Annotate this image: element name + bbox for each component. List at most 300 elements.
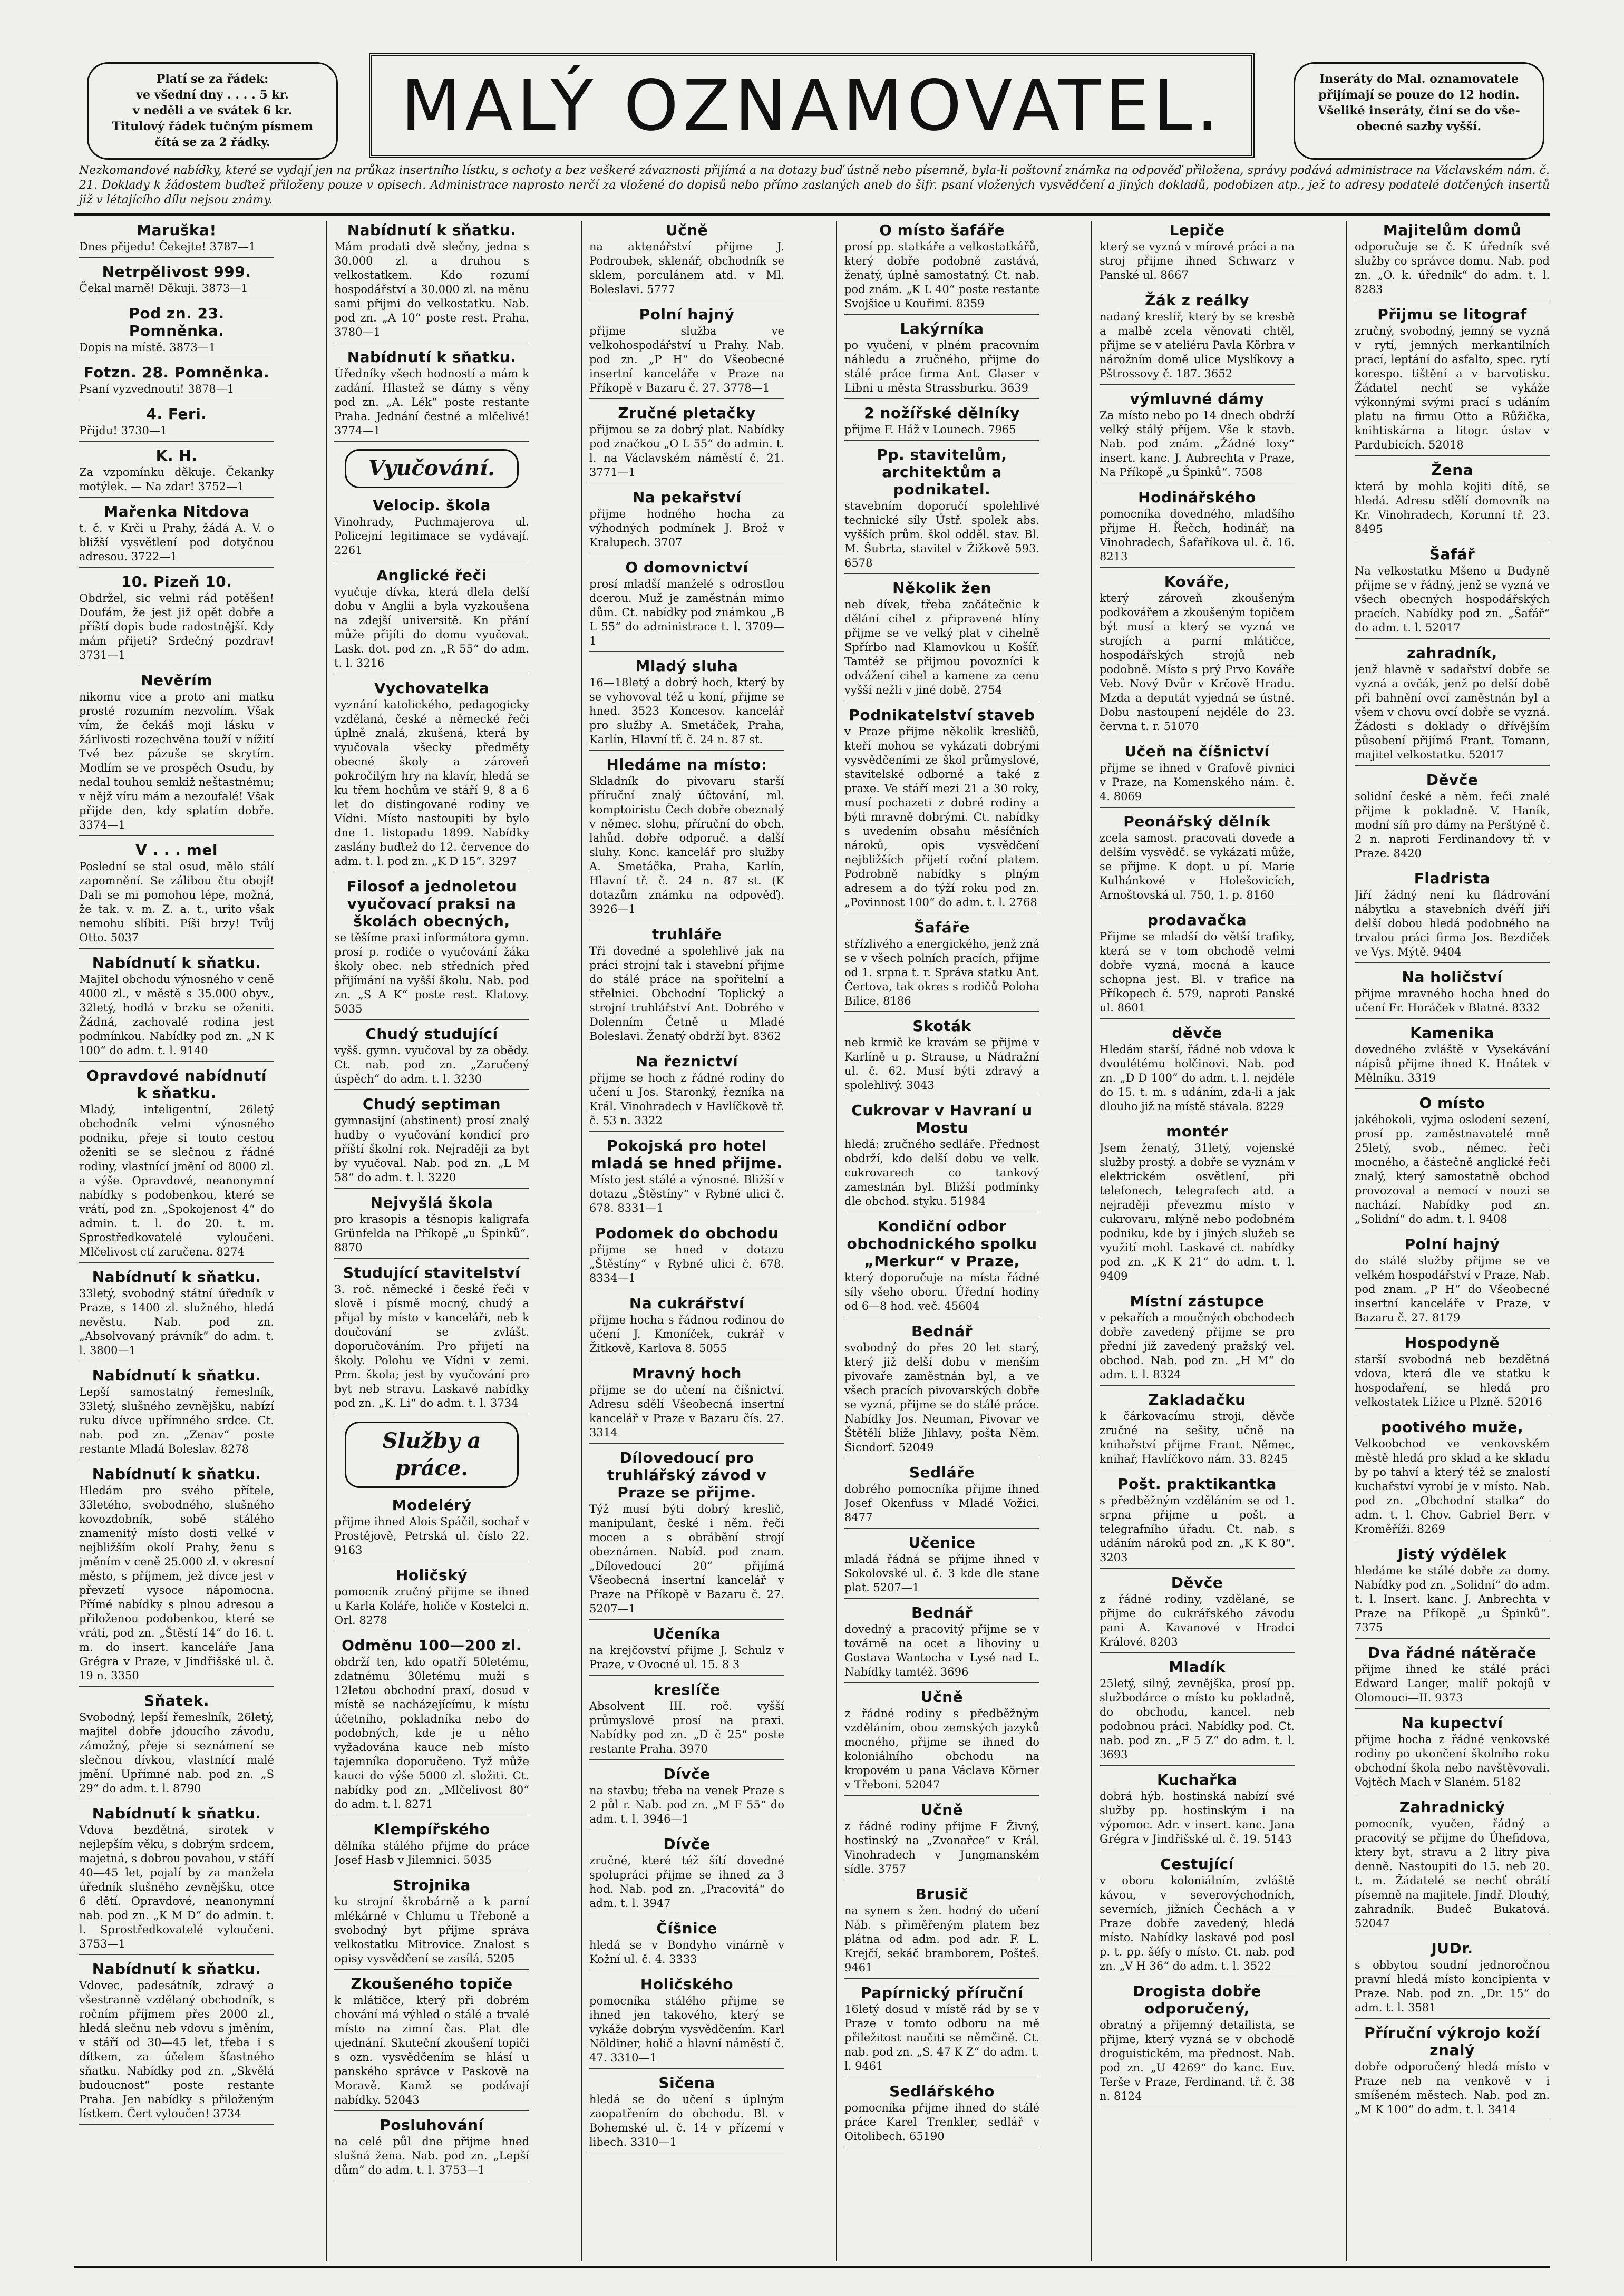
classified-ad (79, 1960, 274, 2125)
ad-text: do stálé služby přijme se ve velkém hospodářství v Praze. Nab. pod znam. „P H“ do Všeobecné insertní kanceláře v Praze, v Bazaru č. 27. 8179 (1355, 1254, 1550, 1324)
ad-heading: Lakýrníka (900, 320, 984, 337)
ad-text: Svobodný, lepší řemeslník, 26letý, majitel dobře jdoucího závodu, zámožný, přeje si seznámení se slečnou dívkou, vlastnící malé jmění. Upřímné nab. pod zn. „S 29“ do adm. t. l. 8790 (79, 1711, 274, 1795)
ad-text: přijme hocha z řádné venkovské rodiny po ukončení školního roku obchodní škola nebo navštěvovali. Vojtěch Mach v Slaném. 5182 (1355, 1733, 1550, 1788)
ad-heading: Mladý sluha (635, 657, 738, 675)
classified-ad (589, 1365, 784, 1444)
ad-heading: montér (1166, 1123, 1228, 1140)
classified-ad (334, 1496, 529, 1561)
column-3 (589, 221, 784, 2266)
classified-ad (1100, 489, 1295, 568)
ad-text: se těšíme praxi informátora gymn. prosí p. rodiče o vyučování žáka školy obec. neb středních před přijímání na vyšší školu. Nab. pod zn. „S A K“ poste rest. Klatovy. 5035 (334, 931, 529, 1015)
ad-text: který doporučuje na místa řádné síly všeho oboru. Úřední hodiny od 6—8 hod. več. 45604 (844, 1271, 1039, 1312)
ad-heading: Hodinářského (1138, 489, 1256, 506)
ad-heading: Nabídnutí k sňatku. (347, 221, 517, 239)
classified-ad (1100, 1574, 1295, 1653)
price-line: Titulový řádek tučným písmem (112, 120, 313, 133)
ad-heading: Modelérý (392, 1496, 472, 1514)
ad-heading: pootivého muže, (1380, 1418, 1524, 1436)
ad-text: střízlivého a energického, jenž zná se v všech polních pracích, přijme od 1. srpna t. r. Správa statku Ant. Čertova, tak okres s rodičů Poloha Bilice. 8186 (844, 938, 1039, 1007)
ad-text: po vyučení, v plném pracovním náhledu a zručného, přijme do stálé práce firma Ant. Glaser v Libni u města Strassburku. 3639 (844, 339, 1039, 394)
classified-ad (1355, 968, 1550, 1019)
ad-heading: Kováře, (1164, 573, 1230, 590)
classified-ad (79, 1805, 274, 1955)
ad-heading: Pokojská pro hotel mladá se hned přijme. (591, 1137, 783, 1172)
ad-text: Poslední se stal osud, mělo stálí zapomnění. Se zálibou čtu obojí! Dali se mi pomohou lépe, možná, že tak. v. m. Z. a. t., urito však nemohu slíbiti. Píši brzy! Tvůj Otto. 5037 (79, 860, 274, 944)
ad-text: Hledám pro svého přítele, 33letého, svobodného, slušného kovozdobník, sobě stálého znamenitý místo dosti velké v nejbližším okolí Prahy, ženu s jměním v ceně 25.000 zl. v okresní město, s příjmem, jež dívce jest v převzetí vysoce nápomocna. Přímé nabídky s plnou adresou a přiloženou podobenkou, které se vrátí, pod zn. „Štěstí 14“ do 16. t. m. do insert. kanceláře Jana Grégra v Praze, v Jindřišské ul. č. 19 n. 3350 (79, 1484, 274, 1682)
column-4 (844, 221, 1039, 2266)
classified-ad (79, 672, 274, 836)
classified-ad (589, 2074, 784, 2153)
classified-ad (844, 1801, 1039, 1880)
ad-heading: Nevěrím (141, 672, 212, 689)
ad-text: v oboru koloniálním, zvláště kávou, v severovýchodních, severních, jižních Čechách a v Praze dobře zavedený, hledá místo. Nabídky laskavé pod posl p. t. pp. šéfy o místo. Ct. nab. pod zn. „V H 36“ do adm. t. l. 3522 (1100, 1874, 1295, 1972)
ad-text: pomocník, vyučen, řádný a pracovitý se přijme do Úhefidova, ktery byt, stravu a 2 litry piva denně. Nastoupiti do 15. neb 20. t. m. Žádatelé se nechť obrátí písemně na majitele. Jindř. Dlouhý, zahradník. Budeč Bukatová. 52047 (1355, 1817, 1550, 1930)
classified-ad (1355, 1644, 1550, 1709)
classified-ad (1100, 1982, 1295, 2107)
ad-heading: Nabídnutí k sňatku. (92, 954, 261, 971)
classified-ad (844, 404, 1039, 441)
classified-ad (334, 1194, 529, 1259)
ad-text: Hledám starší, řádné nob vdova k dvoulétému holčinovi. Nab. pod zn. „D D 100“ do adm. t. l. nejdéle do 15. t. m. s udáním, zda-li a jak dlouho již na místě stávala. 8229 (1100, 1043, 1295, 1113)
ad-text: dovedný a pracovitý přijme se v továrně na ocet a lihoviny u Gustava Wantocha v Lysé nad L. Nabídky tamtéž. 3696 (844, 1623, 1039, 1678)
classified-ad (1100, 1123, 1295, 1287)
notice-line: přijímají se pouze do 12 hodin. (1318, 88, 1520, 102)
classified-ad (589, 1976, 784, 2069)
ad-heading: Na holičství (1402, 968, 1503, 986)
ad-heading: Nabídnutí k sňatku. (92, 1367, 261, 1384)
ad-heading: V . . . mel (135, 841, 218, 859)
column-divider (1346, 221, 1347, 2261)
column-6 (1355, 221, 1550, 2266)
ad-heading: Učně (920, 1801, 964, 1818)
ad-heading: JUDr. (1431, 1940, 1473, 1957)
classified-ad (79, 841, 274, 949)
classified-ad (1100, 743, 1295, 808)
ad-text: Velkoobchod ve venkovském městě hledá pro sklad a ke skladu by po tahví a který též se znalostí kuchařství vyrobí je v místo. Nab. pod zn. „Obchodní stalka“ do adm. t. l. Chov. Gabriel Berr. v Kroměříži. 8269 (1355, 1437, 1550, 1535)
section-heading: Služby a práce. (345, 1422, 519, 1488)
ad-text: 16letý dosud v místě rád by se v Praze v tomto odboru na mě přiležitost naučiti se němčině. Ct. nab. pod zn. „S. 47 K Z“ do adm. t. l. 9461 (844, 2003, 1039, 2073)
classified-ad (1100, 573, 1295, 737)
classified-ad (1355, 1024, 1550, 1089)
ad-heading: Na kupectví (1401, 1714, 1503, 1731)
ad-heading: Zkoušeného topiče (351, 1975, 513, 1992)
ad-heading: Mařenka Nitdova (103, 503, 250, 520)
classified-ad (844, 1688, 1039, 1796)
ad-heading: Dva řádné nátěrače (1367, 1644, 1537, 1661)
ad-text: pomocník zručný přijme se ihned u Karla Koláře, holiče v Kostelci n. Orl. 8278 (334, 1585, 529, 1627)
ad-text: 33letý, svobodný státní úředník v Praze, s 1400 zl. služného, hledá nevěstu. Nab. pod zn. „Absolvovaný právník“ do adm. t. l. 3800—1 (79, 1287, 274, 1357)
ad-text: neb krmič ke kravám se přijme v Karlíně u p. Strause, u Nádražní ul. č. 62. Musí býti zdravý a spolehlivý. 3043 (844, 1036, 1039, 1092)
ad-heading: Filosof a jednoletou vyučovací praksi na školách obecných, (346, 878, 517, 930)
classified-ad (1100, 1855, 1295, 1977)
ad-text: s předběžným vzděláním se od 1. srpna přijme u pošt. a telegrafního úřadu. Ct. nab. s udáním nároků pod zn. „K K 80“. 3203 (1100, 1494, 1295, 1564)
ad-heading: Opravdové nabídnutí k sňatku. (86, 1067, 267, 1102)
column-divider (581, 221, 582, 2261)
ad-text: na stavbu; třeba na venek Praze s 2 půl r. Nab. pod zn. „M F 55“ do adm. t. l. 3946—1 (589, 1784, 784, 1825)
ad-text: zcela samost. pracovati dovede a delším vysvědč. se vykázati může, se přijme. K dopt. u pí. Marie Kulhánkové v Holešovicích, Arnoštovská ul. 750, 1. p. 8160 (1100, 832, 1295, 901)
ad-heading: 10. Pizeň 10. (121, 573, 232, 590)
classified-ad (1355, 1334, 1550, 1413)
ad-text: nikomu více a proto ani matku prosté rozumím nezvolím. Však vím, že čekáš moji lásku v žárlivosti rozechvěna touží v nížití Tvé bez pázuše se skrytím. Modlím se ve prospěch Osudu, by nedal touhou semkiž neštastnému; v nějž víru mám a nezoufalé! Však přijde den, kdy splatím dobře. 3374—1 (79, 690, 274, 831)
classified-ad (1100, 1024, 1295, 1117)
ad-text: Absolvent III. roč. vyšší průmyslové prosí na praxi. Nabídky pod zn. „D č 25“ poste restante Praha. 3970 (589, 1700, 784, 1755)
ad-heading: Učeníka (653, 1625, 721, 1642)
ad-text: z řádné rodiny přijme F Živný, hostinský na „Zvonařce“ v Král. Vinohradech v Jungmanském sídle. 3757 (844, 1820, 1039, 1875)
classified-ad (1100, 1658, 1295, 1766)
ad-text: ku strojní škrobárně a k parní mlékárně v Chlumu u Třeboně a svobodný byt přijme správa velkostatku Mitrovice. Znalost s opisy vysvědčení se zasílá. 5205 (334, 1895, 529, 1965)
ad-heading: Na cukrářství (629, 1295, 745, 1312)
ad-text: Mladý, inteligentní, 26letý obchodník velmi výnosného podniku, přeje si touto cestou oženiti se se slečnou z řádné rodiny, vlastnící jmění od 8000 zl. a výše. Opravdové, neanonymní nabídky s podobenkou, které se vrátí, pod zn. „Spokojenost 4“ do admin. t. l. do 20. t. m. Sprostředkovatelé vyloučeni. Mlčelivost ctí zaručena. 8274 (79, 1103, 274, 1258)
ad-heading: Kamenika (1410, 1024, 1494, 1042)
notice-line: obecné sazby vyšší. (1356, 120, 1482, 133)
ad-heading: Podomek do obchodu (595, 1224, 779, 1242)
classified-ad (844, 579, 1039, 701)
classified-ad (589, 404, 784, 483)
ad-heading: Pp. stavitelům, architektům a podnikatel. (877, 446, 1007, 498)
price-line: v neděli a ve svátek 6 kr. (132, 104, 293, 118)
ad-text: dovedného zvláště v Vysekávání nápisů přijme ihned K. Hnátek v Mělníku. 3319 (1355, 1043, 1550, 1084)
classified-ad (1355, 221, 1550, 300)
classified-ad (844, 1464, 1039, 1529)
classified-ad (844, 919, 1039, 1012)
classified-ad (79, 263, 274, 299)
classified-ad (334, 1095, 529, 1189)
ad-heading: Majitelům domů (1383, 221, 1522, 239)
ad-text: Vinohrady, Puchmajerova ul. Policejní legitimace se vydávají. 2261 (334, 515, 529, 557)
ad-text: prosí mladší manželé s odrostlou dcerou. Muž je zaměstnán mimo dům. Ct. nabídky pod známkou „B L 55“ do administrace t. l. 3709—1 (589, 578, 784, 647)
ad-heading: K. H. (155, 447, 198, 464)
ad-text: pro krasopis a těsnopis kaligrafa Grünfelda na Příkopě „u Špinků“. 8870 (334, 1213, 529, 1254)
classified-ad (589, 756, 784, 920)
ad-heading: 4. Feri. (146, 405, 207, 423)
ad-text: Za vzpomínku děkuje. Čekanky motýlek. — Na zdar! 3752—1 (79, 466, 274, 493)
ad-heading: Učeň na číšnictví (1124, 743, 1270, 760)
classified-ad (79, 503, 274, 568)
ad-text: hledá se do učení s úplným zaopatřením do obchodu. Bl. v Bohemské ul. č. 14 v přízemí v libech. 3310—1 (589, 2093, 784, 2148)
column-divider (326, 221, 327, 2261)
ad-heading: zahradník, (1407, 644, 1497, 661)
classified-ad (1100, 1475, 1295, 1569)
classified-ad (844, 320, 1039, 399)
ad-text: jenž hlavně v sadařství dobře se vyzná a ovčák, jenž po delší době při bahnění ovcí zaměstnán byl a všem v chovu ovcí dobře se vyzná. Žádosti s doklady o dřívějším působení přijímá Frant. Tomann, majitel velkostatku. 52017 (1355, 663, 1550, 761)
ad-text: z řádné rodiny, vzdělané, se přijme do cukrářského závodu pani A. Kavanové v Hradci Králové. 8203 (1100, 1593, 1295, 1648)
classified-ad (334, 1876, 529, 1970)
ad-heading: Drogista dobře odporučený, (1133, 1982, 1261, 2017)
ad-text: přijme se hoch z řádné rodiny do učení u Jos. Staronký, řezníka na Král. Vinohradech v Havlíčkově tř. č. 53 n. 3322 (589, 1072, 784, 1127)
ad-text: přijme se do učení na číšnictví. Adresu sdělí Všeobecná insertní kancelář v Praze v Bazaru čís. 27. 3314 (589, 1384, 784, 1439)
classified-ad (79, 447, 274, 498)
classified-ad (79, 1268, 274, 1361)
ad-text: Skladník do pivovaru starší příruční znalý účtování, ml. komptoiristu Čech dobře obeznalý v němec. slohu, příruční do obch. lahůd. dobře odporuč. a další sluhy. Konc. kancelář pro služby A. Smetáčka, Praha, Karlín, Hlavní tř. č. 24 n. 87 st. (K dotazům známku na odpověď). 3926—1 (589, 775, 784, 916)
classified-ad (334, 1821, 529, 1871)
ad-heading: Skoták (912, 1017, 971, 1035)
ad-heading: Klempířského (373, 1821, 490, 1838)
price-line: Platí se za řádek: (156, 72, 269, 86)
masthead (74, 53, 1544, 158)
classified-ad (844, 1984, 1039, 2077)
classified-ad (334, 221, 529, 343)
classified-ad (1100, 1292, 1295, 1386)
ad-text: hledá: zručného sedláře. Přednost obdrží, kdo delší dobu ve velk. cukrovarech co tankový zamestnán byl. Bližší podmínky dle obchod. styku. 51984 (844, 1138, 1039, 1208)
ad-heading: Strojnika (393, 1876, 471, 1894)
ad-heading: Nabídnutí k sňatku. (92, 1465, 261, 1483)
ad-heading: 2 nožířské dělníky (864, 404, 1020, 422)
ad-text: na synem s žen. hodný do učení Náb. s přiměřeným platem bez plátna od adm. pod adr. F. L. Krejčí, sekáč bramborem, Pošteš. 9461 (844, 1904, 1039, 1974)
classified-ad (1100, 1391, 1295, 1470)
ad-text: dělníka stálého přijme do práce Josef Hasb v Jilemnici. 5035 (334, 1840, 529, 1866)
classified-ad (334, 679, 529, 872)
ad-text: Jiří žádný není ku fládrování nábytku a stavebních dvéří jiří delší dobou hledá podobného na trvalou práci firma Jos. Bezdiček ve Vys. Mýtě. 9404 (1355, 889, 1550, 958)
ad-text: z řádné rodiny s předběžným vzděláním, obou zemských jazyků mocného, přijme se ihned do koloniálního obchodu na kropovém u pana Václava Körner v Třeboni. 52047 (844, 1707, 1039, 1791)
classified-ad (589, 559, 784, 652)
ad-text: Lepší samostatný řemeslník, 33letý, slušného zevnějšku, nabízí ruku dívce upřímného srdce. Ct. nab. pod zn. „Zenav“ poste restante Mladá Boleslav. 8278 (79, 1386, 274, 1455)
ad-text: pomocníka stálého přijme se ihned jen takového, který se vykáže dobrým vysvědčením. Karl Nöldiner, holič a hlavní náměstí č. 47. 3310—1 (589, 1995, 784, 2064)
ad-columns (79, 221, 1550, 2266)
ad-text: Majitel obchodu výnosného v ceně 4000 zl., v městě s 35.000 obyv., 32letý, hodlá v brzku se oženiti. Žádná, zachovalé rodina jest podmínkou. Nabídky pod zn. „N K 100“ do adm. t. l. 9140 (79, 973, 274, 1057)
classified-ad (1355, 870, 1550, 963)
ad-text: obratný a přijemný detailista, se přijme, který vyzná se v obchodě droguistickém, ma přednost. Nab. pod zn. „U 4269“ do kanc. Euv. Terše v Praze, Ferdinand. tř. č. 38 n. 8124 (1100, 2019, 1295, 2103)
classified-ad (334, 1264, 529, 1414)
classified-ad (79, 573, 274, 666)
classified-ad (334, 567, 529, 674)
classified-ad (589, 657, 784, 751)
classified-ad (1355, 546, 1550, 639)
classified-ad (79, 1465, 274, 1687)
ad-text: Čekal marně! Děkuji. 3873—1 (79, 282, 248, 295)
ad-text: v pekařích a moučných obchodech dobře zavedený přijme se pro přední již zavedený pražský vel. obchod. Nab. pod zn. „H M“ do adm. t. l. 8324 (1100, 1311, 1295, 1381)
ad-heading: Pošt. praktikantka (1117, 1475, 1277, 1493)
ad-heading: Fotzn. 28. Pomněnka. (83, 364, 270, 381)
column-divider (1091, 221, 1092, 2261)
classified-ad (844, 706, 1039, 913)
notice-line: Inseráty do Mal. oznamovatele (1319, 72, 1519, 86)
classified-ad (1355, 1418, 1550, 1540)
ad-heading: Maruška! (137, 221, 217, 239)
classified-ad (589, 489, 784, 553)
ad-text: zručné, které též šítí dovedné spolupráci přijme se ihned za 3 hod. Nab. pod zn. „Pracovitá“ do adm. t. l. 3947 (589, 1854, 784, 1910)
ad-text: 25letý, silný, zevnějška, prosí pp. službodárce o místo ku pokladně, do obchodu, kancel. neb podobnou práci. Nabídky pod. Ct. nab. pod zn. „F 5 Z“ do adm. t. l. 3693 (1100, 1677, 1295, 1761)
ad-text: na aktenářství přijme J. Podroubek, sklenář, obchodník se sklem, porculánem atd. v Ml. Boleslavi. 5777 (589, 240, 784, 296)
classified-ad (1355, 1940, 1550, 2019)
classified-ad (1355, 1094, 1550, 1230)
ad-heading: Nabídnutí k sňatku. (92, 1960, 261, 1978)
ad-text: jakéhokoli, vyjma oslodení sezení, prosí pp. zaměstnavatelé mně 25letý, svob., němec. řeči mocného, a částečně anglické řeči znalý, který samostatně obchod provozoval a nemocí v nouzi se nachází. Nabídky pod zn. „Solidní“ do adm. t. l. 9408 (1355, 1113, 1550, 1225)
ad-heading: Dílovedoucí pro truhlářský závod v Praze se přijme. (607, 1449, 767, 1501)
ad-heading: Učně (665, 221, 708, 239)
ad-text: Přijdu! 3730—1 (79, 424, 168, 437)
classified-ad (1355, 2024, 1550, 2120)
ad-text: pomocníka přijme ihned do stálé práce Karel Trenkler, sedlář v Oitolibech. 65190 (844, 2102, 1039, 2143)
ad-heading: Holičský (395, 1567, 468, 1584)
ad-heading: Na pekařství (632, 489, 742, 506)
ad-heading: Několik žen (892, 579, 991, 597)
classified-ad (1100, 1771, 1295, 1850)
ad-heading: Přijmu se litograf (1377, 306, 1527, 323)
ad-text: Místo jest stálé a výnosné. Bližší v dotazu „Štěstíny“ v Rybné ulici č. 678. 8331—1 (589, 1173, 784, 1214)
ad-heading: Cukrovar v Havraní u Mostu (851, 1102, 1033, 1136)
classified-ad (844, 1534, 1039, 1599)
classified-ad (844, 1885, 1039, 1979)
ad-text: který se vyzná v mírové práci a na stroj přijme ihned Schwarz v Panské ul. 8667 (1100, 240, 1295, 281)
ad-heading: prodavačka (1147, 911, 1247, 929)
ad-heading: O místo šafáře (879, 221, 1005, 239)
ad-heading: Cestující (1160, 1855, 1234, 1873)
ad-text: přijmou se za dobrý plat. Nabídky pod značkou „O L 55“ do admin. t. l. na Václavském náměstí č. 21. 3771—1 (589, 423, 784, 479)
page-title: MALÝ OZNAMOVATEL. (401, 65, 1223, 147)
ad-heading: Lepiče (1169, 221, 1225, 239)
classified-ad (844, 1017, 1039, 1096)
ad-text: který zároveň zkoušeným podkovářem a zkoušeným topičem být musí a který se vyzná ve strojích a parní mlátičce, hospodářských strojů neb podobně. Místo s prý Prvo Kováře Veb. Nový Dvůr v Krčově Hradu. Mzda a deputát vyjedná se ústně. Dobu nastoupení nejdéle do 23. června t. r. 51070 (1100, 592, 1295, 733)
ad-heading: kreslíče (653, 1681, 721, 1698)
classified-ad (79, 405, 274, 442)
ad-text: starší svobodná neb bezdětná vdova, která dle ve statku k hospodaření, se hledá pro velkostatek Ližice u Plzně. 52016 (1355, 1353, 1550, 1408)
classified-ad (589, 1137, 784, 1219)
ad-heading: Příruční výkrojo koží znalý (1364, 2024, 1540, 2059)
classified-ad (334, 348, 529, 442)
ad-text: v Praze přijme několik kresličů, kteří mohou se vykázati dobrými vysvědčeními ze škol průmyslové, stavitelské odborné a také z praxe. Ve stáří mezi 21 a 30 roky, musí pochazeti z dobré rodiny a býti mravně dobrými. Ct. nabídky s uvedením obsahu měsíčních nároků, opis vysvědčení nejbližších přijetí roční platem. Podrobně nabídky s plným adresem a do týží roku pod zn. „Povinnost 100“ do adm. t. l. 2768 (844, 725, 1039, 909)
ad-heading: O místo (1419, 1094, 1485, 1112)
ad-text: t. č. v Krči u Prahy, žádá A. V. o bližší vysvětlení pod dotyčnou adresou. 3722—1 (79, 522, 274, 563)
ad-text: Vdovec, padesátník, zdravý a všestranně vzdělaný obchodník, s ročním příjmem přes 2000 zl., hledá slečnu neb vdovu s jměním, v stáří od 30—45 let, třeba i s dítkem, za účelem šťastného sňatku. Nabídky pod zn. „Skvělá budoucnost“ poste restante Praha. Jen nabídky s přiloženým lístkem. Čert vyloučen! 3734 (79, 1979, 274, 2120)
ad-text: vyučuje dívka, která dlela delší dobu v Anglii a byla vyzkoušena na zdejší universitě. Kn přání může přijíti do domu vyučovat. Lask. dot. pod zn. „R 55“ do adm. t. l. 3216 (334, 586, 529, 669)
intro-notice: Nezkomandové nabídky, které se vydají jen na průkaz insertního lístku, s ochoty a bez veškeré závaznosti přijímá a na dotazy buď ústně nebo písemně, byla-li poštovní známka na odpověď přiložena, správy podává administrace na Václavském nám. č. 21. Doklady k žádostem buďtež přiloženy pouze v opisech. Administrace naprosto nerčí za vložené do dopisů nebo přímo zaslaných aneb do šifr. psaní vložených vysvědčení a jiných dokladů, podobizen atp., jež to adresy podatelé dotčených insertů již v létajícího dílu nejsou známy. (79, 164, 1550, 207)
ad-heading: Nabídnutí k sňatku. (92, 1805, 261, 1822)
ad-text: vyšš. gymn. vyučoval by za obědy. Ct. nab. pod zn. „Zaručený úspěch“ do adm. t. l. 3230 (334, 1044, 529, 1085)
ad-text: Úředníky všech hodností a mám k zadání. Hlastež se dámy s věny pod zn. „A. Lék“ poste restante Praha. Jednání čestné a mlčelivé! 3774—1 (334, 367, 529, 437)
ad-heading: Pod zn. 23. Pomněnka. (129, 305, 225, 339)
ad-heading: Bednář (911, 1604, 973, 1621)
ad-heading: Děvče (1171, 1574, 1223, 1591)
ad-text: Obdržel, sic velmi rád potěšen! Doufám, že jest již opět dobře a příští dopis bude radostnější. Kdy mám přijeti? Srdečný pozdrav! 3731—1 (79, 592, 274, 661)
price-box (87, 62, 338, 160)
bottom-rule (74, 2266, 1550, 2268)
ad-heading: O domovnictví (625, 559, 748, 576)
ad-text: Jsem ženatý, 31letý, vojenské služby prostý. a dobře se vyznám v elektrickém osvětlení, při telefonech, telegrafech atd. a nejraději převezmu místo v cukrovaru, mlýně nebo podobném podniku, kde by i jiných služeb se využití mohl. Laskavé ct. nabídky pod zn. „K K 21“ do adm. t. l. 9409 (1100, 1142, 1295, 1282)
classified-ad (1100, 221, 1295, 286)
ad-text: Mám prodati dvě slečny, jedna s 30.000 zl. a druhou s velkostatkem. Kdo rozumí hospodářství a 30.000 zl. na měnu sami přijmi do velkostatku. Nab. pod zn. „A 10“ poste rest. Praha. 3780—1 (334, 240, 529, 338)
column-5 (1100, 221, 1295, 2266)
ad-heading: Učenice (908, 1534, 976, 1551)
classified-ad (334, 1637, 529, 1815)
ad-heading: Žena (1431, 461, 1474, 479)
ad-heading: Číšnice (656, 1920, 717, 1937)
classified-ad (589, 1053, 784, 1132)
ad-text: Vdova bezdětná, sirotek v nejlepším věku, s dobrým srdcem, majetná, s dobrou povahou, v stáří 40—45 let, pojalí by za manžela úředník slušného zevnějšku, otce 6 dětí. Opravdové, neanonymní nab. pod zn. „K M D“ do admin. t. l. Sprostředkovatelé vyloučeni. 3753—1 (79, 1824, 274, 1950)
ad-heading: Sedláře (909, 1464, 975, 1481)
ad-heading: Dívče (663, 1835, 711, 1853)
title-box (369, 53, 1255, 158)
classified-ad (334, 1975, 529, 2111)
ad-text: přijme hodného hocha za výhodných podmínek J. Brož v Kralupech. 3707 (589, 508, 784, 549)
ad-text: hledáme ke stálé dobře za domy. Nabídky pod zn. „Solidní“ do adm. t. l. Insert. kanc. J. Anbrechta v Praze na Příkopě „u Špinků“. 7375 (1355, 1564, 1550, 1634)
ad-text: Tři dovedné a spolehlivé jak na práci strojní tak i stavební přijme do stálé práce na spořitelní a střelnici. Obchodní Toplický a strojní truhlářství Ant. Dobrého v Dolenním Četně u Mladé Boleslavi. Ženatý obdrží byt. 8362 (589, 945, 784, 1043)
classified-ad (79, 221, 274, 258)
ad-heading: Holičského (640, 1976, 734, 1993)
ad-heading: děvče (1172, 1024, 1222, 1042)
ad-heading: Podnikatelství staveb (849, 706, 1035, 724)
classified-ad (1355, 1545, 1550, 1639)
ad-heading: Na řeznictví (635, 1053, 738, 1070)
ad-text: na krejčovství přijme J. Schulz v Praze, v Ovocné ul. 15. 8 3 (589, 1644, 784, 1671)
ad-text: gymnasijní (abstinent) prosí znalý hudby o vyučování kondicí pro příští školní rok. Nejraději za byt by vyučoval. Nab. pod zn. „L M 58“ do adm. t. l. 3220 (334, 1114, 529, 1184)
top-rule (74, 213, 1550, 216)
ad-text: prosí pp. statkáře a velkostatkářů, který dobře podobně zastává, ženatý, úplně samostatný. Ct. nab. pod znám. „K L 40“ poste restante Svojšice u Kouřimi. 8359 (844, 240, 1039, 310)
ad-text: hledá se v Bondyho vinárně v Kožní ul. č. 4. 3333 (589, 1939, 784, 1966)
ad-heading: Polní hajný (1404, 1235, 1500, 1253)
classified-ad (1100, 291, 1295, 385)
ad-text: Na velkostatku Mšeno u Budyně přijme se v řádný, jenž se vyzná ve všech obecných hospodářských pracích. Nabídky pod zn. „Šafář“ do adm. t. l. 52017 (1355, 565, 1550, 634)
classified-ad (79, 1367, 274, 1460)
ad-text: přijme mravného hocha hned do učení Fr. Horáček v Blatné. 8332 (1355, 987, 1550, 1014)
ad-heading: Sičena (658, 2074, 715, 2091)
classified-ad (844, 221, 1039, 315)
classified-ad (1355, 771, 1550, 864)
classified-ad (1355, 461, 1550, 540)
ad-heading: Místní zástupce (1130, 1292, 1265, 1310)
ad-text: neb dívek, třeba začátečnic k dělání cihel z připravené hlíny přijme se ve velký plat v cihelně Spřírbo nad Klamovkou u Košíř. Tamtéž se přijmou povozníci k odvážení cihel a kamene za cenu vyšší nežli v jiné době. 2754 (844, 598, 1039, 696)
ad-text: přijme hocha s řádnou rodinou do učení J. Kmoníček, cukrář v Žitkově, Karlova 8. 5055 (589, 1314, 784, 1355)
classified-ad (1355, 1798, 1550, 1934)
ad-text: mladá řádná se přijme ihned v Sokolovské ul. č. 3 kde dle stane plat. 5207—1 (844, 1553, 1039, 1594)
classified-ad (589, 1625, 784, 1676)
ad-heading: Mravný hoch (632, 1365, 742, 1382)
ad-heading: Zahradnický (1399, 1798, 1505, 1816)
classified-ad (589, 1765, 784, 1830)
ad-heading: Studující stavitelství (343, 1264, 521, 1281)
ad-heading: Vychovatelka (374, 679, 490, 697)
ad-heading: Chudý septiman (362, 1095, 501, 1113)
ad-text: zručný, svobodný, jemný se vyzná v rytí, jemných merkantilních prací, leptání do asfalto, spec. rytí korespo. tištění a v barvotisku. Žádatel nechť se vykáže výkonnými svými prací s udáním platu na firmu Otto a Růžička, knihtiskárna a litogr. ústav v Pardubicích. 52018 (1355, 325, 1550, 451)
ad-heading: Bednář (911, 1322, 973, 1340)
classified-ad (1100, 390, 1295, 483)
classified-ad (589, 306, 784, 399)
classified-ad (1100, 911, 1295, 1019)
ad-heading: výmluvné dámy (1130, 390, 1265, 407)
ad-text: Za místo nebo po 14 dnech obdrží velký stálý příjem. Vše k stavb. Nab. pod znám. „Žádné loxy“ insert. kanc. J. Aubrechta v Praze, Na Příkopě „u Špinků“. 7508 (1100, 409, 1295, 479)
ad-text: k mlátičce, který při dobrém chování má výhled o stálé a trvalé místo na zimní čas. Plat dle ujednání. Skuteční zkoušení topiči s ozn. vysvědčením se hlásí u panského správce v Paskově na Moravě. Kamž se podávají nabídky. 52043 (334, 1994, 529, 2106)
classified-ad (334, 878, 529, 1020)
classified-ad (589, 1449, 784, 1620)
classified-ad (589, 1835, 784, 1914)
ad-heading: Učně (920, 1688, 964, 1706)
classified-ad (1355, 1235, 1550, 1329)
ad-text: na celé půl dne přijme hned slušná žena. Nab. pod zn. „Lepší dům“ do adm. t. l. 3753—1 (334, 2135, 529, 2176)
classified-ad (589, 1295, 784, 1359)
classified-ad (589, 1920, 784, 1970)
classified-ad (589, 1224, 784, 1289)
classified-ad (844, 2083, 1039, 2147)
ad-heading: Brusič (915, 1885, 969, 1903)
ad-heading: Polní hajný (639, 306, 735, 323)
classified-ad (844, 446, 1039, 574)
ad-text: pomocníka dovedného, mladšího přijme H. Řečch, hodinář, na Vinohradech, Šafaříkova ul. č. 16. 8213 (1100, 508, 1295, 563)
classified-ad (1355, 644, 1550, 766)
classified-ad (334, 1567, 529, 1631)
classified-ad (844, 1218, 1039, 1317)
classified-ad (79, 1692, 274, 1799)
ad-text: přijme se ihned v Grafově pivnici v Praze, na Komenského nám. č. 4. 8069 (1100, 762, 1295, 803)
ad-text: přijme F. Háž v Lounech. 7965 (844, 423, 1016, 436)
ad-heading: Šafář (1429, 546, 1475, 563)
price-line: čítá se za 2 řádky. (154, 135, 270, 149)
classified-ad (844, 1604, 1039, 1683)
ad-text: dobrá hýb. hostinská nabízí své služby pp. hostinským i na výpomoc. Adr. v insert. kanc. Jana Grégra v Jindřišské ul. č. 19. 5143 (1100, 1790, 1295, 1845)
classified-ad (334, 497, 529, 561)
ad-text: Psaní vyzvednouti! 3878—1 (79, 383, 235, 395)
classified-ad (79, 1067, 274, 1263)
ad-heading: Nabídnutí k sňatku. (92, 1268, 261, 1286)
ad-text: která by mohla kojiti dítě, se hledá. Adresu sdělí domovník na Kr. Vinohradech, Korunní tř. 23. 8495 (1355, 480, 1550, 536)
